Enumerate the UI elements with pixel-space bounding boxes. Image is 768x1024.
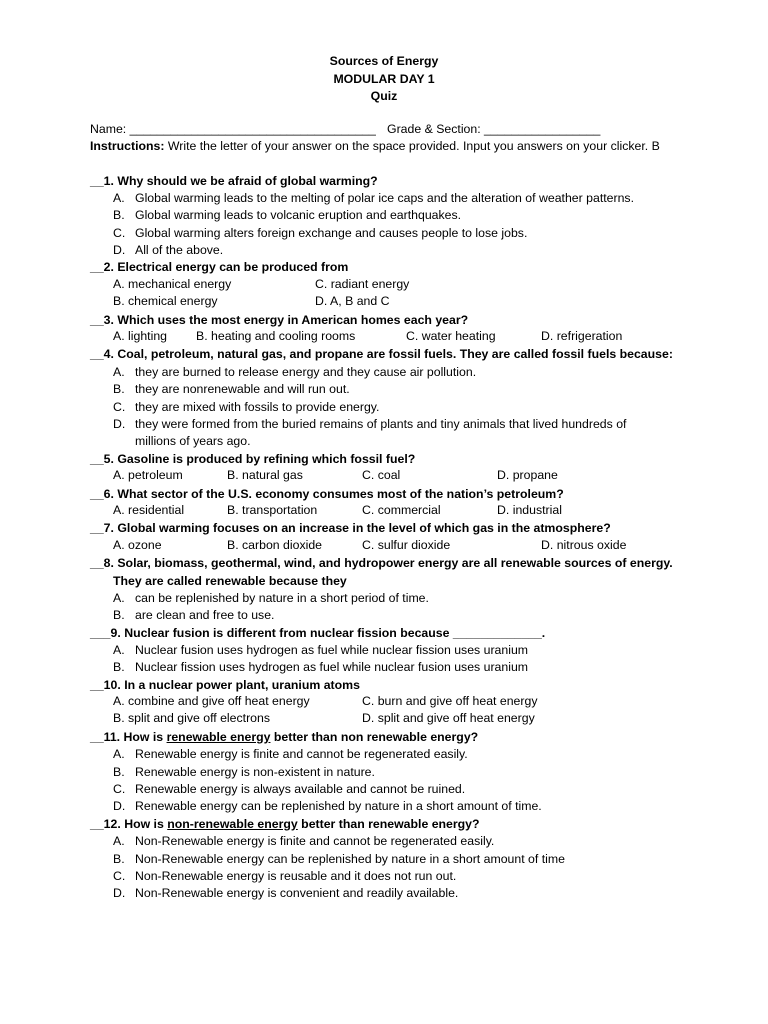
document-subtitle: MODULAR DAY 1 [333,71,435,86]
q10-option-c: C. burn and give off heat energy [362,694,538,708]
q4-option-d: D. they were formed from the buried remains of plants and tiny animals that lived hundreds of [113,417,627,431]
question-4: __4. Coal, petroleum, natural gas, and propane are fossil fuels. They are called fossil fuels because: [90,347,673,361]
q2-option-c: C. radiant energy [315,277,410,291]
q10-option-b: B. split and give off electrons [113,711,270,725]
q3-option-d: D. refrigeration [541,329,623,343]
q7-option-b: B. carbon dioxide [227,538,323,552]
q6-option-b: B. transportation [227,503,318,517]
q2-option-a: A. mechanical energy [113,277,232,291]
q1-option-d: D. All of the above. [113,243,224,257]
q8-option-b: B. are clean and free to use. [113,608,275,622]
q6-option-c: C. commercial [362,503,441,517]
name-field-label: Name: ____________________________________ [90,122,376,136]
question-10: __10. In a nuclear power plant, uranium atoms [90,678,360,692]
q12-underlined-term: non-renewable energy [167,817,298,831]
q12-option-c: C. Non-Renewable energy is reusable and it does not run out. [113,869,457,883]
q12-option-d: D. Non-Renewable energy is convenient and readily available. [113,886,459,900]
q1-option-c: C. Global warming alters foreign exchange and causes people to lose jobs. [113,226,528,240]
question-8-continued: They are called renewable because they [113,574,347,588]
q1-option-b: B. Global warming leads to volcanic eruption and earthquakes. [113,208,462,222]
q10-option-a: A. combine and give off heat energy [113,694,310,708]
grade-section-field-label: Grade & Section: _________________ [387,122,601,136]
q4-option-a: A. they are burned to release energy and they cause air pollution. [113,365,477,379]
q12-option-b: B. Non-Renewable energy can be replenished by nature in a short amount of time [113,852,565,866]
q6-option-d: D. industrial [497,503,562,517]
q11-option-d: D. Renewable energy can be replenished by nature in a short amount of time. [113,799,542,813]
q5-option-a: A. petroleum [113,468,183,482]
q11-option-b: B. Renewable energy is non-existent in nature. [113,765,375,779]
q2-option-d: D. A, B and C [315,294,390,308]
q11-option-c: C. Renewable energy is always available and cannot be ruined. [113,782,466,796]
q4-option-c: C. they are mixed with fossils to provide energy. [113,400,380,414]
question-5: __5. Gasoline is produced by refining which fossil fuel? [90,452,416,466]
document-type: Quiz [370,89,398,103]
question-3: __3. Which uses the most energy in American homes each year? [90,313,469,327]
document-title: Sources of Energy [329,54,439,68]
q1-option-a: A. Global warming leads to the melting of polar ice caps and the alteration of weather patterns. [113,191,634,205]
q6-option-a: A. residential [113,503,185,517]
question-7: __7. Global warming focuses on an increase in the level of which gas in the atmosphere? [90,521,611,535]
instructions [90,138,660,155]
question-6: __6. What sector of the U.S. economy consumes most of the nation’s petroleum? [90,487,564,501]
question-11: __11. How is renewable energy better than non renewable energy? [90,730,479,744]
q4-option-d-continued: millions of years ago. [135,434,251,448]
q2-option-b: B. chemical energy [113,294,218,308]
q10-option-d: D. split and give off heat energy [362,711,535,725]
q7-option-c: C. sulfur dioxide [362,538,451,552]
q9-option-b: B. Nuclear fission uses hydrogen as fuel while nuclear fusion uses uranium [113,660,529,674]
q12-option-a: A. Non-Renewable energy is finite and cannot be regenerated easily. [113,834,495,848]
q5-option-c: C. coal [362,468,401,482]
question-9: ___9. Nuclear fusion is different from nuclear fission because _____________. [90,626,546,640]
q5-option-b: B. natural gas [227,468,303,482]
q11-option-a: A. Renewable energy is finite and cannot be regenerated easily. [113,747,468,761]
q11-underlined-term: renewable energy [166,730,271,744]
document-header [0,53,768,106]
q3-option-c: C. water heating [406,329,496,343]
question-2: __2. Electrical energy can be produced from [90,260,349,274]
q9-option-a: A. Nuclear fusion uses hydrogen as fuel while nuclear fission uses uranium [113,643,529,657]
question-1: __1. Why should we be afraid of global warming? [90,174,378,188]
q3-option-b: B. heating and cooling rooms [196,329,356,343]
q5-option-d: D. propane [497,468,558,482]
instructions-text: Write the letter of your answer on the space provided. Input you answers on your clicker. B [164,139,660,153]
question-8: __8. Solar, biomass, geothermal, wind, and hydropower energy are all renewable sources of energy. [90,556,673,570]
q3-option-a: A. lighting [113,329,168,343]
q4-option-b: B. they are nonrenewable and will run out. [113,382,350,396]
question-12: __12. How is non-renewable energy better than renewable energy? [90,817,480,831]
q8-option-a: A. can be replenished by nature in a short period of time. [113,591,429,605]
instructions-label: Instructions: [90,139,165,153]
q7-option-a: A. ozone [113,538,162,552]
q7-option-d: D. nitrous oxide [541,538,627,552]
